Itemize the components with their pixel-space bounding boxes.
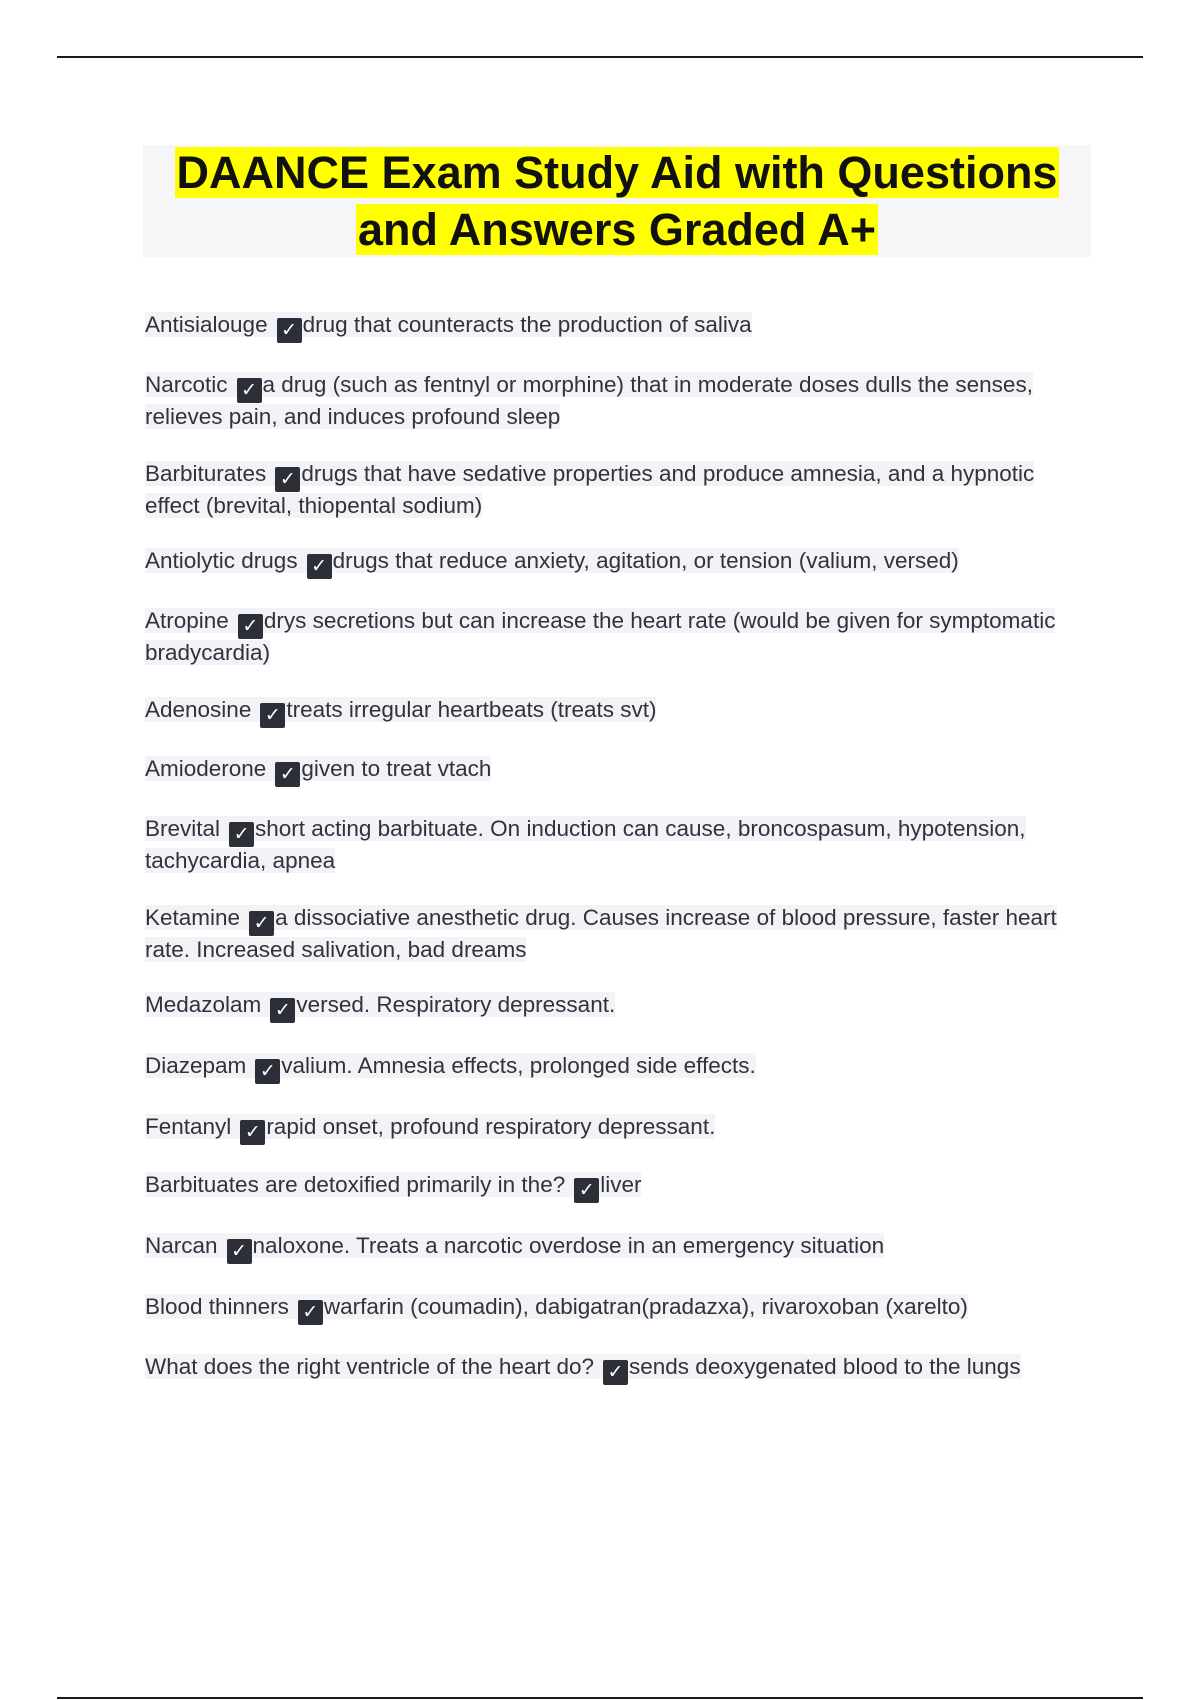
- qa-answer: drugs that reduce anxiety, agitation, or tension (valium, versed): [332, 548, 959, 573]
- qa-answer: treats irregular heartbeats (treats svt): [286, 697, 657, 722]
- qa-item: [145, 696, 1085, 728]
- top-rule: [57, 56, 1143, 58]
- checkmark-icon: ✓: [260, 703, 285, 728]
- qa-term: Narcotic: [145, 372, 228, 397]
- qa-term: Adenosine: [145, 697, 252, 722]
- qa-term: Narcan: [145, 1233, 218, 1258]
- qa-term: Barbiturates: [145, 461, 267, 486]
- checkmark-icon: ✓: [240, 1120, 265, 1145]
- qa-item: [145, 1171, 1085, 1203]
- qa-answer: sends deoxygenated blood to the lungs: [629, 1354, 1021, 1379]
- checkmark-icon: ✓: [307, 554, 332, 579]
- qa-term: Blood thinners: [145, 1294, 289, 1319]
- qa-answer: given to treat vtach: [301, 756, 492, 781]
- checkmark-icon: ✓: [238, 614, 263, 639]
- qa-answer: drug that counteracts the production of saliva: [302, 312, 752, 337]
- qa-answer: drugs that have sedative properties and produce amnesia, and a hypnotic effect (brevital, thiopental sodium): [145, 461, 1035, 518]
- qa-answer: a dissociative anesthetic drug. Causes increase of blood pressure, faster heart rate. Increased salivation, bad dreams: [145, 905, 1057, 962]
- checkmark-icon: ✓: [275, 467, 300, 492]
- qa-term: Atropine: [145, 608, 229, 633]
- qa-term: What does the right ventricle of the heart do?: [145, 1354, 595, 1379]
- checkmark-icon: ✓: [277, 318, 302, 343]
- checkmark-icon: ✓: [574, 1178, 599, 1203]
- checkmark-icon: ✓: [270, 998, 295, 1023]
- qa-item: [145, 1293, 1085, 1325]
- title-banner: [143, 145, 1091, 257]
- qa-term: Brevital: [145, 816, 221, 841]
- checkmark-icon: ✓: [275, 762, 300, 787]
- qa-item: [145, 1353, 1085, 1385]
- qa-item: [145, 991, 1085, 1023]
- qa-item: [145, 755, 1085, 787]
- qa-answer: liver: [600, 1172, 642, 1197]
- qa-term: Antisialouge: [145, 312, 268, 337]
- qa-item: [145, 1232, 1085, 1264]
- qa-item: [145, 371, 1085, 431]
- qa-term: Ketamine: [145, 905, 241, 930]
- qa-answer: short acting barbituate. On induction can cause, broncospasum, hypotension, tachycardia, apnea: [145, 816, 1026, 873]
- qa-item: [145, 1052, 1085, 1084]
- qa-term: Diazepam: [145, 1053, 247, 1078]
- qa-answer: naloxone. Treats a narcotic overdose in an emergency situation: [252, 1233, 885, 1258]
- qa-item: [145, 607, 1085, 667]
- checkmark-icon: ✓: [237, 378, 262, 403]
- bottom-rule: [57, 1697, 1143, 1699]
- checkmark-icon: ✓: [603, 1360, 628, 1385]
- checkmark-icon: ✓: [249, 911, 274, 936]
- qa-answer: drys secretions but can increase the heart rate (would be given for symptomatic bradycardia): [145, 608, 1056, 665]
- qa-term: Fentanyl: [145, 1114, 232, 1139]
- checkmark-icon: ✓: [298, 1300, 323, 1325]
- qa-answer: rapid onset, profound respiratory depressant.: [266, 1114, 716, 1139]
- qa-term: Amioderone: [145, 756, 267, 781]
- qa-item: [145, 460, 1085, 520]
- qa-item: [145, 815, 1085, 875]
- checkmark-icon: ✓: [227, 1239, 252, 1264]
- qa-term: Medazolam: [145, 992, 262, 1017]
- qa-item: [145, 1113, 1085, 1145]
- checkmark-icon: ✓: [255, 1059, 280, 1084]
- qa-answer: warfarin (coumadin), dabigatran(pradazxa), rivaroxoban (xarelto): [323, 1294, 968, 1319]
- qa-answer: valium. Amnesia effects, prolonged side effects.: [281, 1053, 756, 1078]
- qa-item: [145, 547, 1085, 579]
- qa-term: Barbituates are detoxified primarily in the?: [145, 1172, 566, 1197]
- qa-item: [145, 904, 1085, 964]
- qa-item: [145, 311, 1085, 343]
- qa-answer: a drug (such as fentnyl or morphine) that in moderate doses dulls the senses, relieves pain, and induces profound sleep: [145, 372, 1033, 429]
- checkmark-icon: ✓: [229, 822, 254, 847]
- qa-term: Antiolytic drugs: [145, 548, 298, 573]
- document-title: DAANCE Exam Study Aid with Questions and Answers Graded A+: [176, 147, 1058, 255]
- qa-answer: versed. Respiratory depressant.: [296, 992, 616, 1017]
